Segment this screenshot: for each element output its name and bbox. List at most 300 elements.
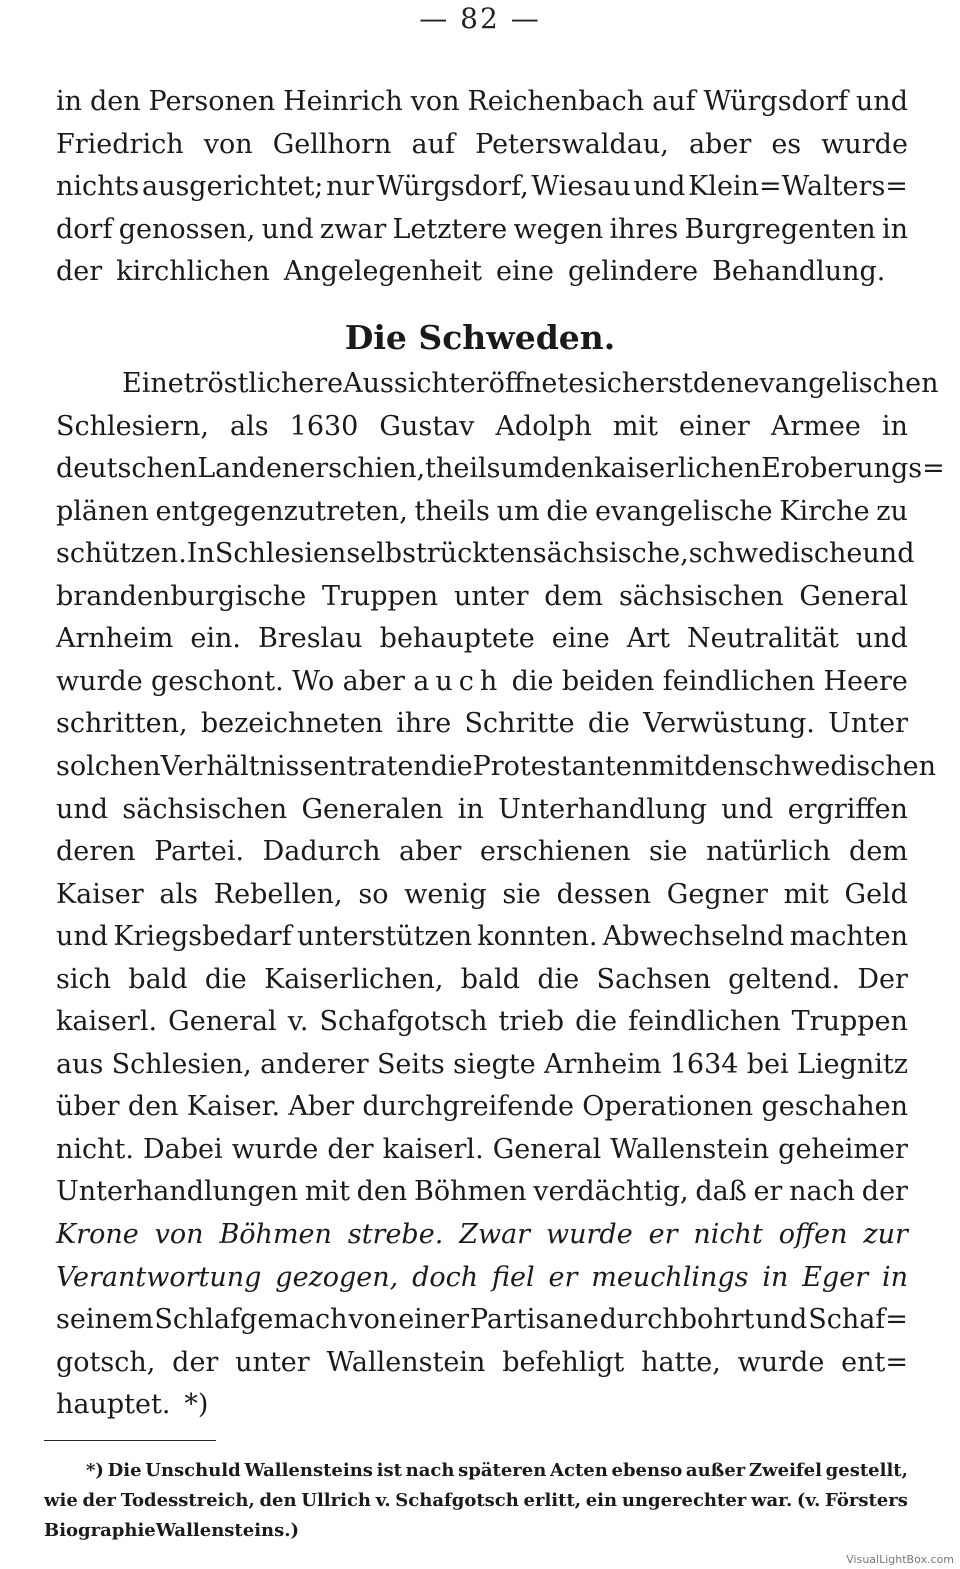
word: Arnheim: [544, 1048, 662, 1080]
word: unter: [235, 1346, 310, 1378]
word: v.: [375, 1490, 391, 1511]
word: späteren: [458, 1460, 547, 1481]
word: doch: [412, 1261, 479, 1293]
word: Wallensteins: [244, 1460, 373, 1481]
word: den: [127, 1091, 179, 1123]
word: Klein=Walters=: [688, 171, 908, 202]
word: ein: [585, 1490, 618, 1511]
word: Kriegsbedarf: [113, 921, 292, 953]
text-line: [56, 1385, 908, 1425]
word: war.: [750, 1490, 793, 1511]
word: er: [548, 1261, 578, 1293]
word: Armee: [770, 410, 861, 442]
word: durchgreifende: [362, 1091, 574, 1123]
text-line: [56, 1300, 908, 1340]
word: (v.: [796, 1490, 821, 1511]
word: gezogen,: [275, 1261, 399, 1293]
word: Böhmen: [414, 1176, 527, 1208]
word: schützen.: [56, 538, 187, 570]
word: in: [56, 86, 83, 117]
word: v.: [287, 1006, 309, 1038]
word: feindlichen: [662, 665, 816, 697]
word: Zweifel: [749, 1460, 822, 1481]
word: natürlich: [706, 836, 831, 868]
page-number: — 82 —: [419, 2, 541, 35]
footnote-line: [44, 1486, 908, 1516]
word: auch: [413, 665, 504, 697]
word: Reichenbach: [467, 86, 645, 117]
word: und: [755, 1304, 808, 1336]
word: mit: [612, 410, 658, 442]
word: dem: [544, 580, 604, 612]
word: wegen: [513, 213, 604, 245]
word: schwedische: [688, 538, 863, 570]
word: 1630: [289, 410, 359, 442]
word: schritten,: [56, 708, 188, 740]
word: gestellt,: [825, 1460, 908, 1481]
word: Verhältnissen: [160, 750, 347, 782]
text-line: [56, 619, 908, 659]
word: Wallensteins.): [155, 1520, 300, 1541]
word: der: [172, 1346, 219, 1378]
word: den: [543, 453, 595, 485]
footnote-rule: [44, 1440, 216, 1441]
word: zu: [876, 495, 908, 527]
text-line: [56, 1087, 908, 1127]
word: Schlafgemach: [154, 1304, 348, 1336]
word: den: [259, 1490, 297, 1511]
word: Wallenstein: [610, 1133, 770, 1165]
word: General: [168, 1006, 277, 1038]
word: hatte,: [641, 1346, 721, 1378]
word: der: [327, 1133, 374, 1165]
word: Kirche: [779, 495, 870, 527]
word: bald: [128, 963, 188, 995]
word: Gellhorn: [272, 128, 392, 160]
word: mit: [783, 878, 829, 910]
word: sich: [56, 963, 112, 995]
word: Burgregenten: [684, 213, 876, 245]
text-line: [56, 917, 908, 957]
word: Biographie: [44, 1520, 156, 1541]
word: offen: [778, 1219, 848, 1250]
word: selbst: [346, 538, 427, 570]
word: Acten: [550, 1460, 608, 1481]
word: nach: [405, 1460, 455, 1481]
text-line: [56, 960, 908, 1000]
word: trieb: [498, 1006, 565, 1038]
word: dessen: [556, 878, 651, 910]
word: Wallenstein: [326, 1346, 486, 1378]
word: Schafgotsch: [319, 1006, 488, 1038]
word: unterstützen: [296, 921, 473, 953]
word: Unterhandlungen: [56, 1176, 299, 1208]
word: um: [496, 495, 540, 527]
word: Friedrich: [56, 128, 184, 160]
word: Protestanten: [472, 750, 650, 782]
word: einer: [678, 410, 750, 442]
word: Partisane: [469, 1304, 599, 1336]
word: nicht.: [56, 1133, 134, 1165]
word: auf: [411, 128, 456, 160]
word: den: [694, 750, 745, 782]
word: evangelischen: [743, 368, 939, 399]
word: bezeichneten: [200, 708, 384, 740]
word: geschahen: [761, 1091, 908, 1123]
text-line: [122, 364, 939, 404]
word: genossen,: [118, 213, 256, 245]
word: General: [799, 580, 908, 612]
text-line: [56, 1002, 908, 1042]
word: ergriffen: [787, 793, 908, 825]
word: Aussicht: [343, 368, 460, 399]
word: die: [204, 963, 247, 995]
word: kirchlichen: [116, 256, 270, 287]
word: ein.: [190, 623, 241, 655]
word: geltend.: [728, 963, 841, 995]
word: von: [203, 128, 253, 160]
word: eine: [551, 623, 610, 655]
word: in: [762, 1261, 789, 1293]
word: eröffnete: [459, 368, 585, 399]
word: und: [855, 86, 908, 117]
word: traten: [346, 750, 431, 782]
footnote-line: [86, 1456, 908, 1486]
word: Rebellen,: [213, 878, 343, 910]
word: Peterswaldau,: [475, 128, 669, 160]
word: kaiserl.: [56, 1006, 158, 1038]
word: Dabei: [143, 1133, 223, 1165]
word: 1634: [669, 1048, 739, 1080]
word: ihre: [396, 708, 452, 740]
word: Landen: [197, 453, 300, 485]
text-line: [56, 747, 937, 787]
text-line: [56, 1258, 908, 1298]
word: siegte: [453, 1048, 536, 1080]
word: deren: [56, 836, 136, 868]
word: machten: [789, 921, 908, 953]
word: die: [430, 750, 473, 782]
word: evangelische: [595, 495, 773, 527]
word: gelindere: [568, 256, 699, 287]
word: und: [56, 793, 109, 825]
text-line: [56, 1343, 908, 1383]
footnote-line: [44, 1516, 908, 1546]
word: Operationen: [582, 1091, 754, 1123]
word: Angelegenheit: [283, 256, 483, 287]
word: verdächtig,: [533, 1176, 689, 1208]
word: der: [861, 1176, 908, 1208]
word: ebenso: [611, 1460, 683, 1481]
word: außer: [685, 1460, 746, 1481]
word: und: [862, 538, 915, 570]
word: Würgsdorf: [703, 86, 849, 117]
word: Schlesiern,: [56, 410, 209, 442]
word: aber: [399, 836, 462, 868]
word: aber: [688, 128, 752, 160]
word: Heinrich: [283, 86, 403, 117]
word: in: [881, 410, 908, 442]
word: Schaf=: [808, 1304, 908, 1336]
text-line: [56, 832, 908, 872]
word: und: [633, 171, 686, 202]
word: die: [537, 963, 580, 995]
word: Krone: [56, 1219, 139, 1250]
word: erschienen: [479, 836, 631, 868]
word: Gegner: [666, 878, 768, 910]
word: Kaiser.: [186, 1091, 281, 1123]
word: Art: [626, 623, 670, 655]
word: Seits: [376, 1048, 445, 1080]
word: Der: [857, 963, 908, 995]
word: wie: [44, 1490, 78, 1511]
word: Neutralität: [686, 623, 839, 655]
word: zur: [863, 1219, 908, 1250]
word: dorf: [56, 213, 113, 245]
word: so: [358, 878, 389, 910]
word: aus: [56, 1048, 104, 1080]
word: seinem: [56, 1304, 154, 1336]
text-line: [56, 534, 915, 574]
word: einer: [398, 1304, 470, 1336]
word: sächsischen: [618, 580, 784, 612]
word: Truppen: [791, 1006, 908, 1038]
text-line: [56, 252, 908, 292]
text-line: [56, 1130, 908, 1170]
word: In: [186, 538, 215, 570]
word: nur: [326, 171, 374, 202]
word: Liegnitz: [797, 1048, 908, 1080]
word: brandenburgische: [56, 580, 307, 612]
text-line: [56, 875, 908, 915]
text-line: [56, 492, 908, 532]
text-line: [56, 407, 908, 447]
word: Eine: [122, 368, 184, 399]
word: Letztere: [392, 213, 508, 245]
text-line: [56, 210, 908, 250]
word: Kaiserlichen,: [264, 963, 444, 995]
word: in: [881, 213, 908, 245]
word: Sachsen: [596, 963, 711, 995]
word: und: [721, 793, 774, 825]
word: ungerechter: [621, 1490, 747, 1511]
word: die: [511, 665, 554, 697]
word: als: [230, 410, 269, 442]
word: tröstlichere: [183, 368, 344, 399]
word: Geld: [844, 878, 908, 910]
text-line: [56, 167, 908, 207]
word: Ullrich: [301, 1490, 371, 1511]
word: Wiesau: [531, 171, 631, 202]
word: daß: [695, 1176, 747, 1208]
word: Aber: [288, 1091, 355, 1123]
text-line: [56, 1045, 908, 1085]
word: beiden: [561, 665, 655, 697]
word: theils: [425, 453, 501, 485]
word: von: [154, 1219, 204, 1250]
word: nach: [789, 1176, 856, 1208]
word: wurde: [737, 1346, 825, 1378]
text-line: [56, 662, 908, 702]
word: dem: [849, 836, 908, 868]
word: behauptete: [379, 623, 535, 655]
text-line: [56, 449, 945, 489]
word: schwedischen: [744, 750, 937, 782]
word: die: [587, 708, 630, 740]
text-line: [56, 577, 908, 617]
word: Todesstreich,: [120, 1490, 255, 1511]
word: der: [56, 256, 103, 287]
word: entgegenzutreten,: [155, 495, 408, 527]
word: Schafgotsch: [395, 1490, 519, 1511]
word: Böhmen: [219, 1219, 332, 1250]
word: Generalen: [301, 793, 444, 825]
word: Behandlung.: [712, 256, 886, 287]
word: mit: [304, 1176, 350, 1208]
word: sächsische,: [532, 538, 689, 570]
word: Breslau: [257, 623, 363, 655]
word: Die: [107, 1460, 142, 1481]
text-line: [56, 125, 908, 165]
word: und: [56, 921, 109, 953]
word: Unter: [828, 708, 908, 740]
word: Wo: [292, 665, 335, 697]
word: Personen: [148, 86, 276, 117]
word: sich: [584, 368, 640, 399]
word: wurde: [56, 665, 143, 697]
word: Unschuld: [145, 1460, 241, 1481]
word: Eger: [802, 1261, 869, 1293]
word: Unterhandlung: [498, 793, 707, 825]
word: geheimer: [778, 1133, 908, 1165]
word: wurde: [546, 1219, 633, 1250]
word: nichts: [56, 171, 140, 202]
word: in: [457, 793, 484, 825]
word: bald: [460, 963, 521, 995]
word: Gustav: [379, 410, 475, 442]
text-line: [56, 1172, 908, 1212]
word: sie: [502, 878, 541, 910]
word: wurde: [231, 1133, 319, 1165]
word: Schlesien: [214, 538, 347, 570]
word: General: [492, 1133, 602, 1165]
word: die: [546, 495, 589, 527]
word: Partei.: [154, 836, 245, 868]
text-line: [56, 1215, 908, 1255]
word: über: [56, 1091, 120, 1123]
word: er: [753, 1176, 783, 1208]
word: Kaiser: [56, 878, 144, 910]
word: ausgerichtet;: [141, 171, 324, 202]
word: hauptet.: [56, 1389, 171, 1421]
word: deutschen: [56, 453, 198, 485]
word: Dadurch: [262, 836, 381, 868]
word: gotsch,: [56, 1346, 156, 1378]
word: kaiserl.: [382, 1133, 484, 1165]
word: es: [771, 128, 802, 160]
word: eine: [496, 256, 554, 287]
word: theils: [414, 495, 490, 527]
word: *): [86, 1460, 104, 1481]
word: Verwüstung.: [643, 708, 815, 740]
word: von: [410, 86, 460, 117]
word: geschont.: [151, 665, 284, 697]
word: Heere: [823, 665, 908, 697]
word: um: [500, 453, 544, 485]
word: Würgsdorf,: [376, 171, 529, 202]
word: als: [159, 878, 199, 910]
word: den: [89, 86, 141, 117]
word: Verantwortung: [56, 1261, 262, 1293]
word: erschien,: [299, 453, 426, 485]
word: fiel: [492, 1261, 535, 1293]
word: wenig: [404, 878, 487, 910]
word: und: [261, 213, 314, 245]
word: solchen: [56, 750, 161, 782]
word: er: [648, 1219, 678, 1250]
word: aber: [342, 665, 405, 697]
word: erst: [639, 368, 693, 399]
word: von: [348, 1304, 398, 1336]
word: erlitt,: [523, 1490, 582, 1511]
word: meuchlings: [591, 1261, 749, 1293]
section-heading: Die Schweden.: [344, 318, 616, 357]
word: der: [82, 1490, 117, 1511]
word: Arnheim: [56, 623, 174, 655]
word: Abwechselnd: [602, 921, 785, 953]
text-line: [56, 704, 908, 744]
text-line: [56, 82, 908, 122]
word: bei: [746, 1048, 789, 1080]
word: plänen: [56, 495, 149, 527]
word: Schritte: [464, 708, 575, 740]
word: Truppen: [321, 580, 439, 612]
word: die: [575, 1006, 618, 1038]
word: den: [356, 1176, 408, 1208]
word: Adolph: [495, 410, 592, 442]
word: anderer: [260, 1048, 369, 1080]
word: ent=: [841, 1346, 908, 1378]
word: rückten: [426, 538, 533, 570]
word: Eroberungs=: [761, 453, 945, 485]
word: kaiserlichen: [594, 453, 762, 485]
word: mit: [649, 750, 695, 782]
word: ist: [376, 1460, 402, 1481]
word: Schlesien,: [111, 1048, 252, 1080]
word: sie: [649, 836, 688, 868]
watermark: VisualLightBox.com: [846, 1553, 954, 1566]
word: Zwar: [459, 1219, 531, 1250]
text-line: [56, 790, 908, 830]
word: wurde: [821, 128, 908, 160]
word: auf: [652, 86, 696, 117]
word: sächsischen: [122, 793, 288, 825]
word: und: [855, 623, 908, 655]
word: befehligt: [502, 1346, 625, 1378]
word: ihres: [609, 213, 679, 245]
word: durchbohrt: [599, 1304, 755, 1336]
word: strebe.: [347, 1219, 444, 1250]
word: unter: [453, 580, 529, 612]
word: konnten.: [477, 921, 598, 953]
word: *): [184, 1389, 209, 1421]
word: nicht: [693, 1219, 763, 1250]
word: Försters: [825, 1490, 908, 1511]
word: zwar: [319, 213, 387, 245]
word: den: [692, 368, 744, 399]
word: feindlichen: [628, 1006, 781, 1038]
word: in: [881, 1261, 908, 1293]
